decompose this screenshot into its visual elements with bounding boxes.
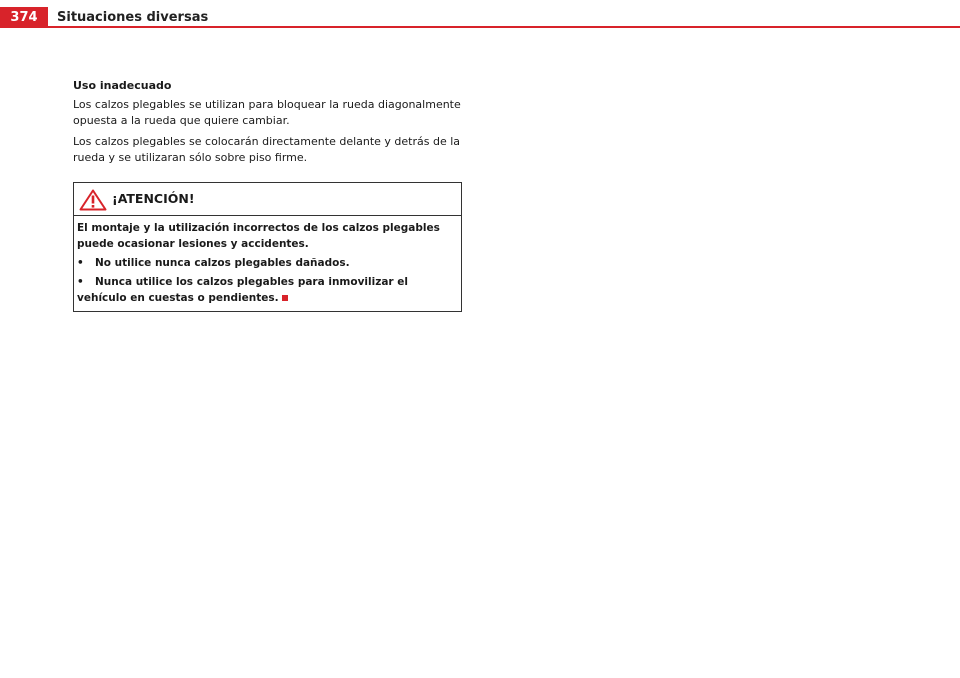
- bullet: •: [77, 276, 84, 288]
- warning-item-text: No utilice nunca calzos plegables dañados.: [95, 257, 350, 269]
- warning-triangle-icon: [79, 189, 107, 211]
- warning-list-item: [77, 274, 458, 306]
- warning-box: [73, 182, 462, 312]
- warning-intro: El montaje y la utilización incorrectos de los calzos plegables puede ocasionar lesiones y accidentes.: [77, 222, 440, 250]
- bullet: •: [77, 257, 84, 269]
- warning-list-item: [77, 255, 458, 271]
- warning-item-text: Nunca utilice los calzos plegables para inmovilizar el vehículo en cuestas o pendientes.: [77, 276, 408, 304]
- warning-header: [74, 183, 461, 216]
- paragraph: Los calzos plegables se colocarán directamente delante y detrás de la rueda y se utilizaran sólo sobre piso firme.: [73, 135, 461, 164]
- warning-title: ¡ATENCIÓN!: [112, 191, 195, 206]
- main-content: [73, 78, 468, 171]
- warning-body: [74, 216, 461, 311]
- end-of-section-mark: [282, 295, 288, 301]
- paragraph: Los calzos plegables se utilizan para bloquear la rueda diagonalmente opuesta a la rueda que quiere cambiar.: [73, 98, 461, 127]
- section-title: Situaciones diversas: [57, 10, 209, 25]
- page-number: 374: [0, 7, 48, 28]
- subheading: Uso inadecuado: [73, 79, 172, 92]
